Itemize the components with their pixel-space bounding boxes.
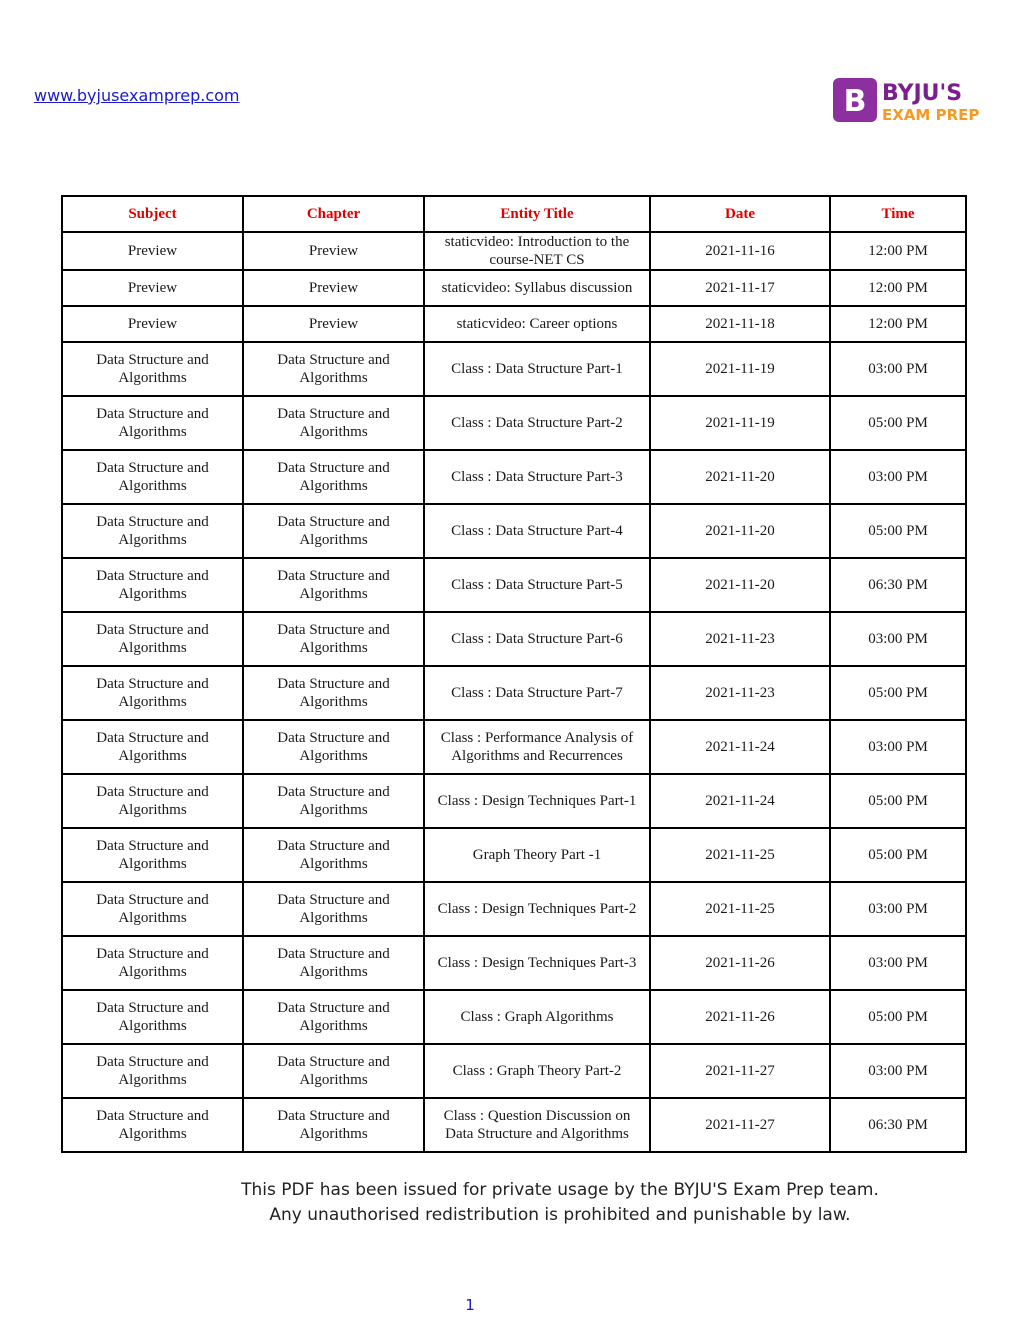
table-row [62,270,966,306]
cell-entity-title: Class : Data Structure Part-7 [424,666,650,720]
cell-subject: Data Structure and Algorithms [62,504,243,558]
table-row [62,1044,966,1098]
cell-subject: Data Structure and Algorithms [62,720,243,774]
table-body [62,232,966,1152]
cell-date: 2021-11-20 [650,504,830,558]
cell-entity-title: Class : Design Techniques Part-1 [424,774,650,828]
cell-subject: Data Structure and Algorithms [62,612,243,666]
cell-date: 2021-11-20 [650,450,830,504]
table-row [62,232,966,270]
cell-date: 2021-11-24 [650,720,830,774]
cell-date: 2021-11-27 [650,1044,830,1098]
cell-date: 2021-11-20 [650,558,830,612]
cell-time: 03:00 PM [830,720,966,774]
cell-time: 12:00 PM [830,270,966,306]
cell-date: 2021-11-19 [650,396,830,450]
cell-date: 2021-11-24 [650,774,830,828]
cell-entity-title: Class : Graph Algorithms [424,990,650,1044]
cell-chapter: Data Structure and Algorithms [243,450,424,504]
cell-entity-title: staticvideo: Career options [424,306,650,342]
cell-time: 05:00 PM [830,396,966,450]
cell-entity-title: Class : Question Discussion on Data Structure and Algorithms [424,1098,650,1152]
table-row [62,882,966,936]
cell-chapter: Data Structure and Algorithms [243,936,424,990]
cell-chapter: Data Structure and Algorithms [243,666,424,720]
cell-entity-title: Class : Design Techniques Part-3 [424,936,650,990]
cell-chapter: Preview [243,232,424,270]
cell-time: 03:00 PM [830,936,966,990]
logo-wordmark-line1: BYJU'S [882,81,963,106]
cell-chapter: Data Structure and Algorithms [243,720,424,774]
table-row [62,306,966,342]
cell-date: 2021-11-27 [650,1098,830,1152]
cell-entity-title: staticvideo: Syllabus discussion [424,270,650,306]
cell-time: 05:00 PM [830,990,966,1044]
cell-date: 2021-11-19 [650,342,830,396]
table-row [62,990,966,1044]
cell-entity-title: Class : Data Structure Part-1 [424,342,650,396]
table-row [62,450,966,504]
cell-subject: Data Structure and Algorithms [62,774,243,828]
column-header-entity-title: Entity Title [424,196,650,232]
cell-subject: Data Structure and Algorithms [62,342,243,396]
cell-subject: Data Structure and Algorithms [62,558,243,612]
column-header-time: Time [830,196,966,232]
cell-chapter: Data Structure and Algorithms [243,990,424,1044]
cell-subject: Preview [62,270,243,306]
cell-chapter: Data Structure and Algorithms [243,1098,424,1152]
cell-chapter: Data Structure and Algorithms [243,342,424,396]
cell-date: 2021-11-23 [650,612,830,666]
table-row [62,1098,966,1152]
cell-time: 03:00 PM [830,612,966,666]
table-row [62,666,966,720]
table-row [62,396,966,450]
cell-time: 12:00 PM [830,232,966,270]
notice-line-1: This PDF has been issued for private usage by the BYJU'S Exam Prep team. [241,1180,879,1200]
cell-subject: Preview [62,306,243,342]
cell-subject: Data Structure and Algorithms [62,882,243,936]
cell-chapter: Data Structure and Algorithms [243,504,424,558]
cell-chapter: Data Structure and Algorithms [243,774,424,828]
cell-chapter: Preview [243,306,424,342]
cell-time: 03:00 PM [830,342,966,396]
cell-date: 2021-11-25 [650,882,830,936]
cell-time: 03:00 PM [830,1044,966,1098]
cell-entity-title: Class : Data Structure Part-3 [424,450,650,504]
cell-date: 2021-11-16 [650,232,830,270]
cell-date: 2021-11-26 [650,936,830,990]
cell-time: 03:00 PM [830,882,966,936]
table-row [62,774,966,828]
byjus-exam-prep-logo [833,77,988,123]
cell-time: 05:00 PM [830,504,966,558]
cell-date: 2021-11-18 [650,306,830,342]
cell-time: 03:00 PM [830,450,966,504]
cell-subject: Data Structure and Algorithms [62,450,243,504]
column-header-chapter: Chapter [243,196,424,232]
column-header-subject: Subject [62,196,243,232]
cell-subject: Data Structure and Algorithms [62,666,243,720]
table-header-row [62,196,966,232]
cell-chapter: Data Structure and Algorithms [243,882,424,936]
logo-badge-letter: B [843,84,867,119]
cell-date: 2021-11-26 [650,990,830,1044]
table-row [62,720,966,774]
cell-entity-title: Class : Data Structure Part-2 [424,396,650,450]
cell-subject: Data Structure and Algorithms [62,1098,243,1152]
cell-time: 12:00 PM [830,306,966,342]
cell-entity-title: staticvideo: Introduction to the course-NET CS [424,232,650,270]
cell-entity-title: Class : Performance Analysis of Algorithms and Recurrences [424,720,650,774]
class-schedule-table [61,195,967,1153]
cell-chapter: Data Structure and Algorithms [243,828,424,882]
cell-entity-title: Class : Graph Theory Part-2 [424,1044,650,1098]
column-header-date: Date [650,196,830,232]
table-row [62,612,966,666]
table-row [62,936,966,990]
cell-subject: Data Structure and Algorithms [62,396,243,450]
cell-time: 06:30 PM [830,1098,966,1152]
cell-entity-title: Class : Data Structure Part-5 [424,558,650,612]
cell-date: 2021-11-25 [650,828,830,882]
cell-entity-title: Class : Design Techniques Part-2 [424,882,650,936]
notice-line-2: Any unauthorised redistribution is prohibited and punishable by law. [269,1205,851,1225]
cell-subject: Preview [62,232,243,270]
cell-date: 2021-11-17 [650,270,830,306]
cell-time: 06:30 PM [830,558,966,612]
table-row [62,558,966,612]
cell-entity-title: Class : Data Structure Part-4 [424,504,650,558]
cell-subject: Data Structure and Algorithms [62,936,243,990]
cell-subject: Data Structure and Algorithms [62,828,243,882]
cell-chapter: Data Structure and Algorithms [243,396,424,450]
cell-time: 05:00 PM [830,774,966,828]
cell-entity-title: Class : Data Structure Part-6 [424,612,650,666]
cell-subject: Data Structure and Algorithms [62,990,243,1044]
cell-chapter: Data Structure and Algorithms [243,558,424,612]
cell-entity-title: Graph Theory Part -1 [424,828,650,882]
cell-chapter: Preview [243,270,424,306]
cell-chapter: Data Structure and Algorithms [243,612,424,666]
cell-chapter: Data Structure and Algorithms [243,1044,424,1098]
site-url-link[interactable]: www.byjusexamprep.com [34,86,240,105]
logo-wordmark-line2: EXAM PREP [882,106,980,123]
page-number: 1 [465,1296,475,1314]
table-row [62,342,966,396]
cell-time: 05:00 PM [830,828,966,882]
table-row [62,828,966,882]
distribution-notice [160,1178,960,1228]
cell-time: 05:00 PM [830,666,966,720]
cell-date: 2021-11-23 [650,666,830,720]
cell-subject: Data Structure and Algorithms [62,1044,243,1098]
table-row [62,504,966,558]
